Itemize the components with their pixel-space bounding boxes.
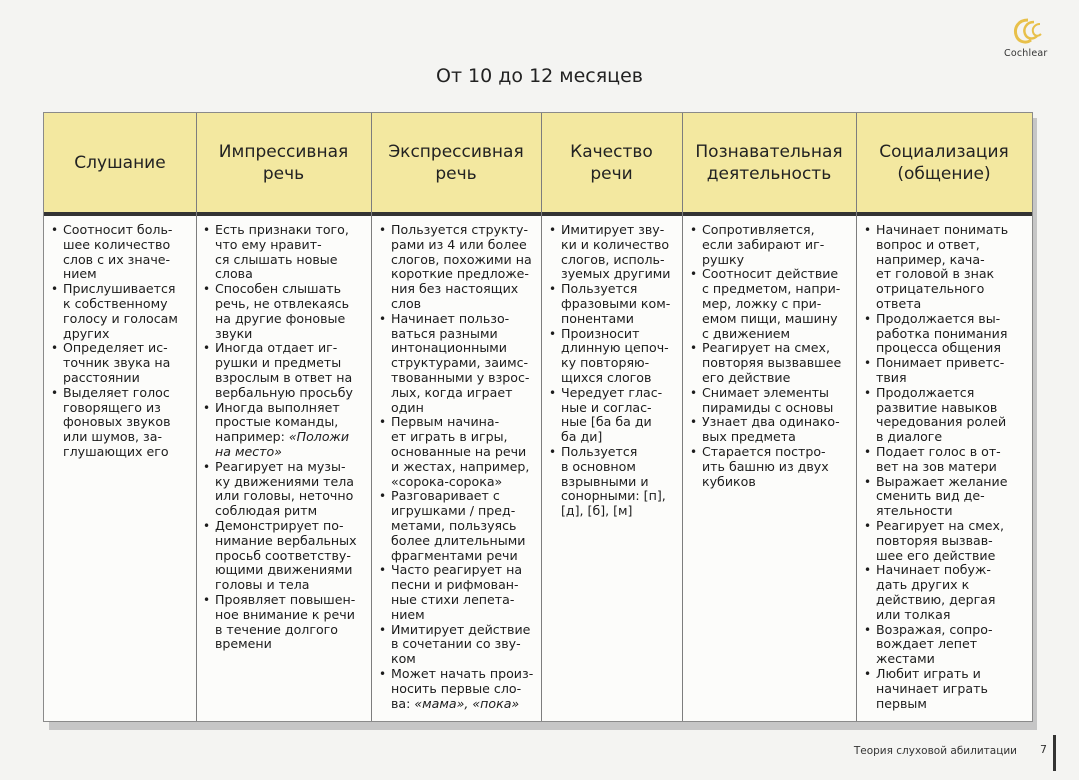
column-header-3 [371, 113, 541, 212]
bullet-line: • Демонстрирует по- [215, 517, 344, 533]
bullet-line: рами из 4 или более [391, 236, 527, 252]
bullet-line: например: «Положи [215, 429, 350, 445]
bullet-item [50, 282, 193, 341]
bullet-line: развитие навыков [876, 399, 998, 415]
column-header-5 [682, 113, 856, 212]
bullet-line: интонационными [391, 340, 507, 356]
bullet-line: носить первые сло- [391, 680, 522, 696]
bullet-line: песни и рифмован- [391, 577, 519, 593]
bullet-item [202, 341, 368, 400]
bullet-item [548, 386, 679, 445]
bullet-line: голосу и голосам [63, 310, 178, 326]
column-header-title [44, 113, 196, 212]
bullet-item [378, 563, 538, 622]
bullet-line: в диалоге [876, 429, 943, 445]
bullet-line: и жестах, например, [391, 458, 530, 474]
bullet-line: с предметом, напри- [702, 281, 841, 297]
bullet-line: лых, когда играет [391, 384, 513, 400]
bullet-line: на место» [215, 443, 282, 459]
bullet-item [863, 667, 1029, 711]
bullet-line: • Соотносит действие [702, 266, 839, 282]
column-header-title [196, 113, 371, 212]
bullet-line: точник звука на [63, 355, 171, 371]
footer-divider [1053, 735, 1056, 771]
bullet-line: • Понимает приветс- [876, 355, 1005, 371]
header-line: (общение) [897, 163, 991, 184]
bullet-line: нием [391, 606, 425, 622]
bullet-line: просьб соответству- [215, 547, 351, 563]
bullet-item [863, 623, 1029, 667]
bullet-line: более длительными [391, 532, 526, 548]
bullet-line: процесса общения [876, 340, 1001, 356]
bullet-line: действию, дергая [876, 591, 996, 607]
bullet-line: ва: «мама», «пока» [391, 695, 520, 711]
column-header-6 [856, 113, 1032, 212]
column-header-title [371, 113, 541, 212]
logo-text: Cochlear [1004, 48, 1048, 59]
footer-text: Теория слуховой абилитации [853, 745, 1017, 757]
bullet-line: первым [876, 695, 927, 711]
bullet-line: фразовыми ком- [561, 295, 671, 311]
bullet-item [863, 445, 1029, 475]
bullet-line: • Выражает желание [876, 473, 1008, 489]
bullet-line: соблюдая ритм [215, 503, 318, 519]
bullet-line: • Снимает элементы [702, 384, 829, 400]
bullet-item [548, 445, 679, 519]
bullet-line: слогов, исполь- [561, 251, 665, 267]
bullet-line: • Может начать произ- [391, 665, 534, 681]
bullet-line: твованными у взрос- [391, 369, 530, 385]
bullet-line: взрывными и [561, 473, 649, 489]
bullet-line: с движением [702, 325, 791, 341]
column-cell-2 [202, 223, 368, 652]
bullet-item [863, 519, 1029, 563]
bullet-line: ет головой в знак [876, 266, 995, 282]
bullet-line: в основном [561, 458, 636, 474]
bullet-line: жестами [876, 651, 935, 667]
bullet-line: • Проявляет повышен- [215, 591, 356, 607]
bullet-line: • Старается постро- [702, 443, 826, 459]
bullet-line: мер, ложку с при- [702, 295, 822, 311]
bullet-line: ющими движениями [215, 562, 353, 578]
development-table [43, 112, 1033, 722]
bullet-item [378, 667, 538, 711]
bullet-line: метами, пользуясь [391, 517, 517, 533]
bullet-line: на другие фоновые [215, 310, 346, 326]
bullet-item [689, 223, 853, 267]
bullet-line: • Имитирует действие [391, 621, 531, 637]
header-line: Познавательная [695, 141, 843, 162]
bullet-line: ет играть в игры, [391, 429, 508, 445]
bullet-line: длинную цепоч- [561, 340, 669, 356]
header-divider [44, 212, 1032, 216]
bullet-line: повторяя вызвав- [876, 532, 993, 548]
bullet-line: сонорными: [п], [561, 488, 666, 504]
column-header-4 [541, 113, 682, 212]
bullet-item [378, 312, 538, 416]
bullet-line: нием [63, 266, 97, 282]
bullet-line: или шумов, за- [63, 429, 162, 445]
bullet-line: • Начинает понимать [876, 222, 1009, 237]
header-line: Импрессивная [218, 141, 349, 162]
bullet-line: • Пользуется структу- [391, 222, 529, 237]
bullet-item [548, 223, 679, 282]
bullet-line: • Пользуется [561, 443, 638, 459]
bullet-line: понентами [561, 310, 634, 326]
bullet-item [863, 386, 1029, 445]
column-cell-4 [548, 223, 679, 519]
bullet-item [863, 563, 1029, 622]
bullet-line: работка понимания [876, 325, 1008, 341]
bullet-item [378, 223, 538, 312]
bullet-line: • Подает голос в от- [876, 443, 1001, 459]
bullet-line: фоновых звуков [63, 414, 171, 430]
bullet-line: ба ди] [561, 429, 603, 445]
bullet-line: пирамиды с основы [702, 399, 834, 415]
page-title: От 10 до 12 месяцев [435, 65, 643, 87]
header-line: речь [262, 163, 305, 184]
bullet-line: • Реагирует на музы- [215, 458, 346, 474]
bullet-line: других [63, 325, 110, 341]
bullet-line: рушку [702, 251, 745, 267]
header-line: речь [435, 163, 477, 184]
bullet-line: вождает лепет [876, 636, 978, 652]
bullet-line: • Узнает два одинако- [702, 414, 840, 430]
bullet-line: ку движениями тела [215, 473, 355, 489]
page-footer [0, 741, 1079, 761]
bullet-line: повторяя вызвавшее [702, 355, 842, 371]
bullet-item [689, 341, 853, 385]
bullet-line: • Разговаривает с [391, 488, 500, 504]
bullet-line: • Любит играть и [876, 665, 981, 681]
column-header-1 [44, 113, 196, 212]
column-header-title [682, 113, 856, 212]
bullet-line: времени [215, 636, 272, 652]
bullet-line: • Реагирует на смех, [876, 517, 1004, 533]
bullet-line: ные [ба ба ди [561, 414, 652, 430]
bullet-line: • Продолжается вы- [876, 310, 1001, 326]
bullet-list [202, 223, 368, 652]
bullet-item [202, 282, 368, 341]
bullet-item [689, 267, 853, 341]
bullet-line: взрослым в ответ на [215, 369, 353, 385]
bullet-line: ния без настоящих [391, 281, 519, 297]
bullet-line: что ему нравит- [215, 236, 322, 252]
bullet-line: или головы, неточно [215, 488, 354, 504]
bullet-item [202, 593, 368, 652]
bullet-item [548, 282, 679, 326]
bullet-item [548, 327, 679, 386]
bullet-line: [д], [б], [м] [561, 503, 633, 519]
column-cell-3 [378, 223, 538, 711]
bullet-line: • Реагирует на смех, [702, 340, 830, 356]
header-line: Слушание [74, 152, 166, 173]
bullet-line: головы и тела [215, 577, 310, 593]
bullet-line: структурами, заимс- [391, 355, 529, 371]
bullet-line: • Продолжается [876, 384, 975, 400]
column-cell-1 [50, 223, 193, 460]
column-divider [856, 113, 857, 721]
cochlear-logo [1000, 16, 1060, 66]
bullet-list [863, 223, 1029, 711]
bullet-line: сменить вид де- [876, 488, 985, 504]
bullet-line: • Первым начина- [391, 414, 500, 430]
bullet-line: простые команды, [215, 414, 339, 430]
bullet-line: расстоянии [63, 369, 140, 385]
bullet-line: ку повторяю- [561, 355, 650, 371]
bullet-line: • Сопротивляется, [702, 222, 815, 237]
bullet-line: емом пищи, машину [702, 310, 838, 326]
bullet-line: шее его действие [876, 547, 996, 563]
header-line: Качество [570, 141, 653, 162]
bullet-line: рушки и предметы [215, 355, 342, 371]
column-divider [541, 113, 542, 721]
bullet-line: основанные на речи [391, 443, 527, 459]
bullet-line: ные стихи лепета- [391, 591, 515, 607]
bullet-line: «сорока-сорока» [391, 473, 503, 489]
bullet-item [50, 223, 193, 282]
bullet-line: ответа [876, 295, 922, 311]
column-header-2 [196, 113, 371, 212]
bullet-line: чередования ролей [876, 414, 1007, 430]
header-line: Экспрессивная [388, 141, 524, 162]
bullet-item [378, 489, 538, 563]
bullet-line: • Имитирует зву- [561, 222, 665, 237]
cochlear-swirl-icon [1010, 16, 1050, 48]
bullet-line: к собственному [63, 295, 168, 311]
column-divider [371, 113, 372, 721]
bullet-line: ки и количество [561, 236, 670, 252]
bullet-item [202, 519, 368, 593]
bullet-line: • Соотносит боль- [63, 222, 173, 237]
bullet-line: или толкая [876, 606, 951, 622]
bullet-item [863, 475, 1029, 519]
bullet-line: отрицательного [876, 281, 985, 297]
bullet-line: фрагментами речи [391, 547, 518, 563]
bullet-list [689, 223, 853, 489]
bullet-line: • Возражая, сопро- [876, 621, 993, 637]
bullet-item [202, 401, 368, 460]
bullet-item [863, 312, 1029, 356]
bullet-line: один [391, 399, 424, 415]
bullet-item [378, 415, 538, 489]
bullet-line: • Выделяет голос [63, 384, 170, 400]
bullet-line: слогов, похожими на [391, 251, 532, 267]
bullet-line: его действие [702, 369, 791, 385]
bullet-line: речь, не отвлекаясь [215, 295, 350, 311]
bullet-line: слов с их значе- [63, 251, 171, 267]
bullet-line: • Иногда отдает иг- [215, 340, 338, 356]
bullet-line: зуемых другими [561, 266, 671, 282]
bullet-line: короткие предложе- [391, 266, 529, 282]
bullet-line: • Начинает пользо- [391, 310, 510, 326]
bullet-line: • Есть признаки того, [215, 222, 349, 237]
bullet-line: вых предмета [702, 429, 796, 445]
bullet-line: вербальную просьбу [215, 384, 353, 400]
bullet-line: вопрос и ответ, [876, 236, 980, 252]
bullet-line: ное внимание к речи [215, 606, 355, 622]
bullet-line: говорящего из [63, 399, 161, 415]
bullet-item [689, 445, 853, 489]
bullet-line: ваться разными [391, 325, 498, 341]
bullet-line: ные и соглас- [561, 399, 652, 415]
bullet-item [50, 341, 193, 385]
bullet-line: кубиков [702, 473, 756, 489]
header-line: деятельность [706, 163, 832, 184]
page-number: 7 [1040, 743, 1047, 756]
bullet-line: в сочетании со зву- [391, 636, 521, 652]
bullet-line: ся слышать новые [215, 251, 338, 267]
column-cell-6 [863, 223, 1029, 711]
bullet-line: • Способен слышать [215, 281, 342, 297]
column-divider [682, 113, 683, 721]
bullet-line: если забирают иг- [702, 236, 825, 252]
bullet-line: • Прислушивается [63, 281, 176, 297]
column-divider [196, 113, 197, 721]
bullet-line: • Иногда выполняет [215, 399, 340, 415]
bullet-line: • Начинает побуж- [876, 562, 991, 578]
bullet-line: слов [391, 295, 422, 311]
bullet-item [689, 386, 853, 416]
bullet-line: щихся слогов [561, 369, 652, 385]
bullet-item [863, 223, 1029, 312]
bullet-item [378, 623, 538, 667]
bullet-item [50, 386, 193, 460]
bullet-line: звуки [215, 325, 253, 341]
bullet-line: нимание вербальных [215, 532, 357, 548]
bullet-line: слова [215, 266, 253, 282]
bullet-line: например, кача- [876, 251, 985, 267]
bullet-line: шее количество [63, 236, 171, 252]
column-header-title [541, 113, 682, 212]
bullet-item [863, 356, 1029, 386]
bullet-line: • Определяет ис- [63, 340, 168, 356]
bullet-item [202, 460, 368, 519]
bullet-line: в течение долгого [215, 621, 338, 637]
bullet-list [548, 223, 679, 519]
bullet-line: ятельности [876, 503, 953, 519]
bullet-line: ить башню из двух [702, 458, 829, 474]
bullet-item [689, 415, 853, 445]
bullet-item [202, 223, 368, 282]
bullet-line: игрушками / пред- [391, 503, 516, 519]
header-line: Социализация [879, 141, 1009, 162]
column-cell-5 [689, 223, 853, 489]
bullet-line: • Пользуется [561, 281, 638, 297]
bullet-list [378, 223, 538, 711]
bullet-line: ком [391, 651, 416, 667]
bullet-line: • Произносит [561, 325, 640, 341]
bullet-line: глушающих его [63, 443, 169, 459]
header-line: речи [590, 163, 633, 184]
bullet-line: начинает играть [876, 680, 988, 696]
bullet-line: дать других к [876, 577, 970, 593]
bullet-line: вет на зов матери [876, 458, 997, 474]
bullet-line: • Чередует глас- [561, 384, 663, 400]
bullet-line: твия [876, 369, 907, 385]
bullet-line: • Часто реагирует на [391, 562, 523, 578]
bullet-list [50, 223, 193, 460]
column-header-title [856, 113, 1032, 212]
